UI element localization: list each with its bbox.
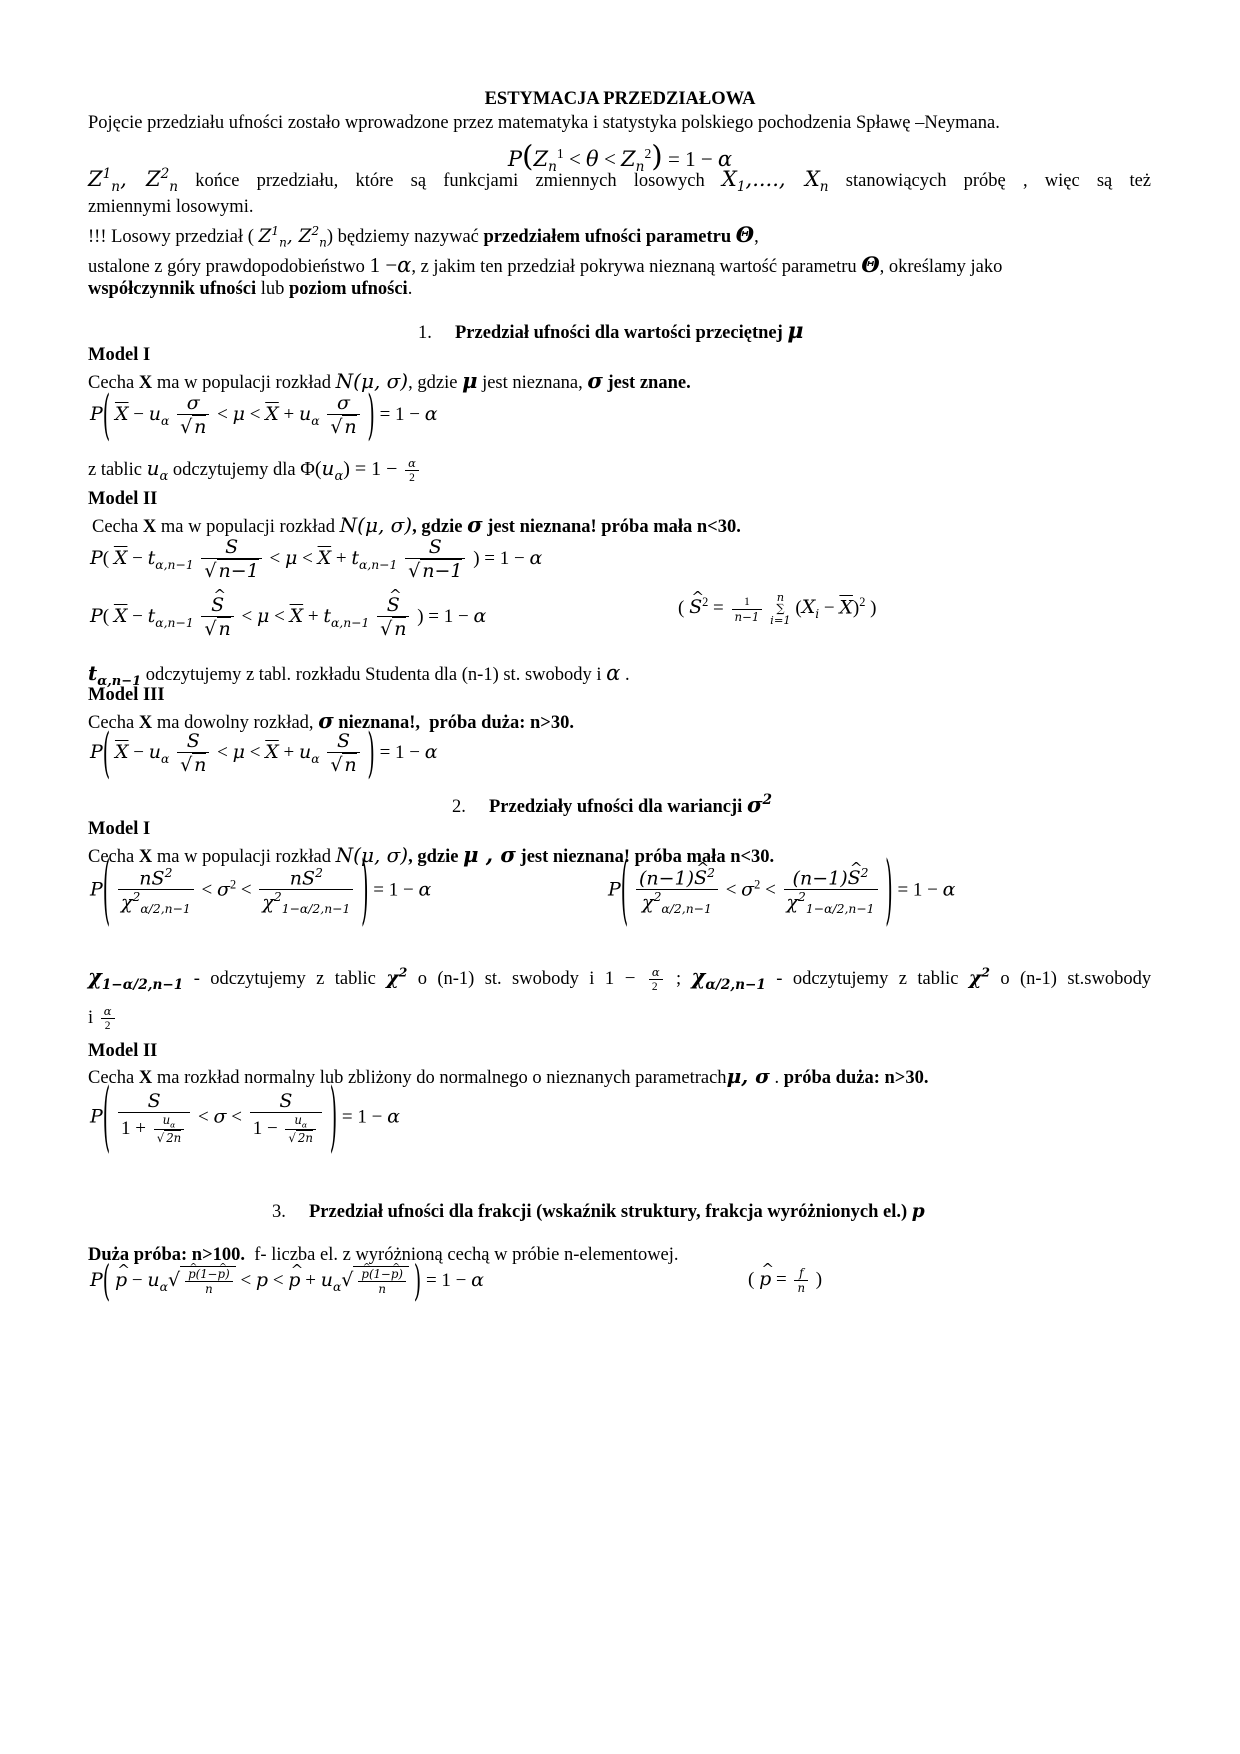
formula-s2-model2: P( S 1 + $\frac{u_\alpha}{√ 2n}$ < σ < S 1 − $\frac{u_\alpha}{√ 2n}$ ) = 1 − α [90, 1074, 400, 1163]
section3-title: Przedział ufności dla frakcji (wskaźnik struktury, frakcja wyróżnionych el.) [309, 1202, 908, 1222]
s2-model1-desc: Cecha X ma w populacji rozkład N(μ, σ), gdzie μ , σ jest nieznana! próba mała n<30. [88, 842, 775, 867]
s2-model2-desc: Cecha X ma rozkład normalny lub zbliżony do normalnego o nieznanych parametrachμ, σ . próba duża: n>30. [88, 1064, 929, 1088]
s1-model1-label: Model I [88, 345, 151, 365]
intro-cont: zmiennymi losowymi. [88, 197, 254, 217]
section1-title: Przedział ufności dla wartości przeciętnej [455, 323, 783, 343]
section2-number: 2. [452, 797, 466, 817]
fixed-end: , określamy jako [879, 257, 1003, 277]
s1-model2-desc: Cecha X ma w populacji rozkład N(μ, σ), gdzie σ jest nieznana! próba mała n<30. [92, 512, 741, 537]
s1-model3-desc: Cecha X ma dowolny rozkład, σ nieznana!, próba duża: n>30. [88, 708, 574, 733]
s2-model1-chi-cont: i $\frac{\alpha}{2}$ [88, 1004, 118, 1034]
ends-text: końce przedziału, które są funkcjami zmiennych losowych [195, 171, 705, 191]
intro-paragraph: Pojęcie przedziału ufności zostało wprowadzone przez matematyka i statystyka polskiego pochodzenia Spławę –Neymana. [88, 113, 1000, 133]
section3-p: p [911, 1201, 925, 1222]
confidence-line: ustalone z góry prawdopodobieństwo 1 −α, z jakim ten przedział pokrywa nieznaną wartość parametru Θ, określamy jako [88, 252, 1003, 277]
section2-title: Przedziały ufności dla wariancji [489, 797, 743, 817]
section3-number: 3. [272, 1202, 286, 1222]
random-mid: ) będziemy nazywać [326, 227, 479, 247]
s3-sample-line: Duża próba: n>100. f- liczba el. z wyróżnioną cechą w próbie n-elementowej. [88, 1245, 679, 1265]
fixed-prefix: ustalone z góry prawdopodobieństwo [88, 257, 365, 277]
s1-model1-table: z tablic $u_\alpha$ odczytujemy dla $\Phi(u_\alpha) = 1$ − $\frac{\alpha}{2}$ [88, 456, 422, 486]
formula-s2-model1-a: P( $\frac{nS^2}{\chi^2_{\alpha/2,n-1}}$ < $\sigma^2$ < $\frac{nS^2}{\chi^2_{1-\alpha/2,n-1}}$ ) = 1 − α [90, 847, 432, 936]
random-interval-line: !!! Losowy przedział ( $Z^1_n$, $Z^2_n$) będziemy nazywać przedziałem ufności parametru Θ, [88, 222, 759, 250]
coef-bold: współczynnik ufności [88, 279, 257, 299]
formula-p-hat: ( ^ p = $\frac{f}{n}$ ) [748, 1266, 822, 1295]
s1-model1-desc: Cecha X ma w populacji rozkład N(μ, σ), gdzie μ jest nieznana, σ jest znane. [88, 368, 691, 393]
section1-heading: 1. Przedział ufności dla wartości przeciętnej μ [418, 318, 804, 344]
s1-model2-label: Model II [88, 489, 158, 509]
level-bold: poziom ufności [288, 279, 408, 299]
formula-s-hat-squared: ( ^ $S^2$ = $\frac{1}{n-1}$ n ∑ i=1 $(X_i - \overline{X})^2$ ) [678, 592, 877, 626]
section2-heading: 2. Przedziały ufności dla wariancji $\sigma^2$ [452, 792, 772, 817]
formula-s2-model1-b: P( $\frac{(n-1)\^{} S^2}{\chi^2_{\alpha/2,n-1}}$ < $\sigma^2$ < $\frac{(n-1)\^{} S^2}{\chi^2_{1-\alpha/2,n-1}}$ ) = 1 − α [608, 866, 955, 916]
fixed-mid: , z jakim ten przedział pokrywa nieznaną wartość parametru [411, 257, 857, 277]
s1-model3-label: Model III [88, 685, 165, 705]
formula-s1-model2-a: P( $\overline{X} - t_{\alpha,n-1}$ $\frac{S}{√ n-1}$ < $\mu < \overline{X} + t_{\alpha,n-1}$ $\frac{S}{√ n-1}$ ) = 1 − α [90, 536, 543, 582]
section1-number: 1. [418, 323, 432, 343]
s2-model2-label: Model II [88, 1041, 158, 1061]
period: . [407, 279, 413, 299]
random-prefix: !!! Losowy przedział ( [88, 227, 254, 247]
s2-model1-chi-line: $\chi_{1-\alpha/2,n-1}$ - odczytujemy z tablic $\chi^2$ o (n-1) st. swobody i 1 − $\frac{\alpha}{2}$ ; $\chi_{\alpha/2,n-1}$ - odczytujemy z tablic $\chi^2$ o (n-1) st.swobody [88, 964, 1152, 994]
coef-or: lub [260, 279, 285, 299]
page-title: ESTYMACJA PRZEDZIAŁOWA [484, 89, 756, 109]
formula-definition: $P(Z_n^1 < \theta < Z_n^2) = 1 - \alpha$ [507, 139, 733, 176]
coef-line [88, 278, 412, 301]
formula-s3: P( ^ $p - u_\alpha√$ ^ $\frac{p(1-\^{} p)}{n}$ < p < ^ $p + u_\alpha√$ ^ $\frac{p(1-\^{} p)}{n}$ ) = 1 − α [90, 1266, 484, 1296]
s2-model1-label: Model I [88, 819, 151, 839]
intro-ends-line: $Z^1_n$, $Z^2_n$ końce przedziału, które są funkcjami zmiennych losowych $X_1$,...., $X_n$ stanowiących próbę , więc są też [88, 166, 1152, 196]
formula-s1-model3: P( $\overline{X} - u_\alpha$ $\frac{S}{√ n}$ < $\mu < \overline{X} + u_\alpha$ $\frac{S}{√ n}$ ) = 1 − α [90, 722, 438, 785]
section3-heading [272, 1200, 925, 1224]
random-bold: przedziałem ufności parametru [483, 227, 732, 247]
s1-model2-t: $t_{\alpha,n-1}$ odczytujemy z tabl. rozkładu Studenta dla (n-1) st. swobody i α . [88, 661, 630, 689]
formula-s1-model2-b: P( $\overline{X} - t_{\alpha,n-1}$ ^ $\frac{S}{√ n}$ < $\mu < \overline{X} + t_{\alpha,n-1}$ ^ $\frac{S}{√ n}$ ) = 1 − α [90, 594, 486, 641]
sample-text: stanowiących próbę , więc są też [845, 171, 1152, 191]
formula-s1-model1: P( $\overline{X} - u_\alpha$ $\frac{\sigma}{√ n}$ < $\mu < \overline{X} + u_\alpha$ $\frac{\sigma}{√ n}$ ) = 1 − α [90, 384, 438, 447]
